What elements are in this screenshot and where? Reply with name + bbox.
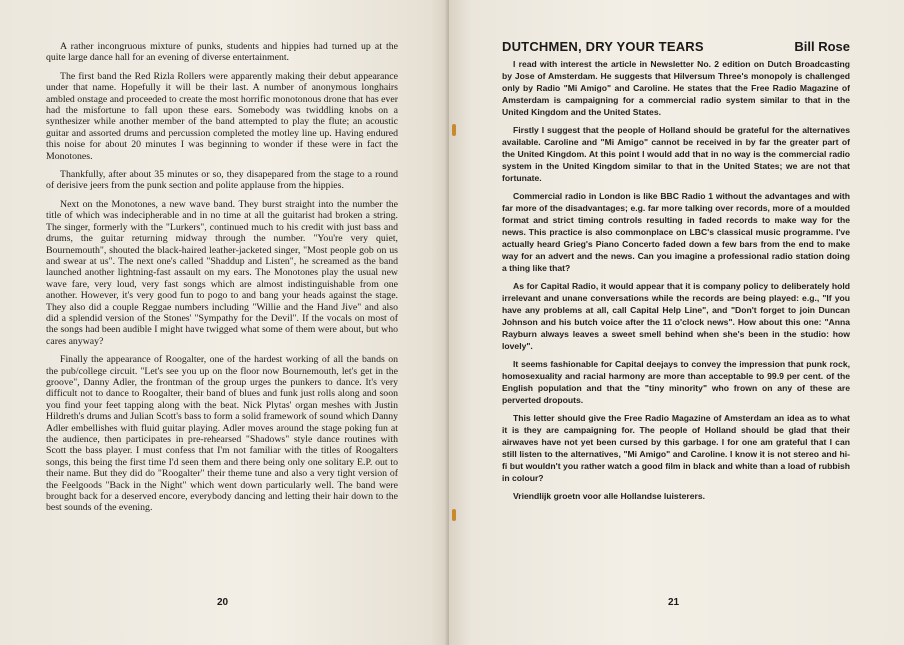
paragraph: The first band the Red Rizla Rollers were apparently making their debut appearance under that name. Hopefully it will be their last. A number of anonymous longhairs ambled onstage and proceeded to create the most horrific monotonous drone that has ever had the misfortune to fall upon these ears. Somebody was twiddling knobs on a synthesizer while another member of the band attempted to play the flute; an acoustic guitar and assorted drums and percussion completed the motley line up. Having endured this noise for about 20 minutes I was beginning to wonder if these were in fact the Monotones. bbox=[46, 70, 398, 162]
page-number-right: 21 bbox=[668, 597, 680, 608]
paragraph: A rather incongruous mixture of punks, students and hippies had turned up at the quite large dance hall for an evening of diverse entertainment. bbox=[46, 41, 398, 64]
page-number-left: 20 bbox=[217, 597, 229, 608]
article-author: Bill Rose bbox=[794, 39, 850, 54]
concert-review bbox=[46, 41, 398, 521]
paragraph: Finally the appearance of Roogalter, one of the hardest working of all the bands on the pub/college circuit. "Let's see you up on the floor now Bournemouth, let's get in the groove", Danny Adler, the frontman of the group urges the punkers to dance. It's very difficult not to dance to Roogalter, their band of blues and funk just rolls along and soon you find your feet tapping along with the beat. Nick Plytas' organ meshes with Justin Hildreth's drums and Julian Scott's bass to form a solid framework of sound which Danny Adler embellishes with fluid guitar playing. Adler moves around the stage poking fun at the audience, then participates in pre-rehearsed "Shadows" style dance routines with Scott the bass player. I must confess that I'm not familiar with the titles of Roogalters songs, this being the first time I'd seen them and there being only one solitary E.P. out to their name. But they did do "Roogalter" their theme tune and also a very tight version of the Feelgoods "Back in the Night" which went down particularly well. The band were brought back for a deserved encore, everybody dancing and letting their hair down to the best sounds of the evening. bbox=[46, 354, 398, 514]
paragraph: This letter should give the Free Radio Magazine of Amsterdam an idea as to what it is they are campaigning for. The people of Holland should be glad that their airwaves have not yet been cursed by this garbage. I for one am grateful that I can still listen to the alternatives, "Mi Amigo" and Caroline. I know it is not stereo and hi-fi but wouldn't you rather watch a good film in black and white than a load of rubbish in colour? bbox=[502, 413, 850, 483]
letter-article bbox=[502, 39, 850, 508]
paragraph: Firstly I suggest that the people of Holland should be grateful for the alternatives available. Caroline and "Mi Amigo" cannot be received in by far the greater part of the United Kingdom. At this point I would add that in no way is the commercial radio system in the United Kingdom similar to that in the United States; we are not that fortunate. bbox=[502, 125, 850, 183]
closing-line: Vriendlijk groetn voor alle Hollandse luisterers. bbox=[513, 491, 705, 501]
staple-mark bbox=[452, 124, 456, 136]
paragraph: Next on the Monotones, a new wave band. They burst straight into the number the title of which was indecipherable and in no time at all the guitarist had broken a string. The singer, formerly with the "Lurkers", continued much to his credit with just bass and drums, the guitar returning midway through the number. "You're very quiet, Bournemouth", shouted the black-haired leather-jacketed singer, "Most people gob on us and swear at us". The next one's called "Shaddup and Listen", he screamed as the band launched another lightning-fast assault on my ears. The Monotones play the usual new wave fare, very loud, very fast songs which are almost indistinguishable from one another. However, it's very good fun to pogo to and bang your heads against the stage. They also did a couple Reggae numbers including "Willie and the Hand Jive" and also did a splendid version of the Stones' "Sympathy for the Devil". If the vocals on most of the songs had been audible I might have twigged what some of them were about, but who cares anyway? bbox=[46, 198, 398, 347]
paragraph: I read with interest the article in Newsletter No. 2 edition on Dutch Broadcasting by Jose of Amsterdam. He suggests that Hilversum Three's monopoly is challenged only by Radio "Mi Amigo" and Caroline. He states that the Free Radio Magazine of Amsterdam is campaigning for a commercial radio system similar to that in the United Kingdom and the United States. bbox=[502, 59, 850, 117]
article-title: DUTCHMEN, DRY YOUR TEARS bbox=[502, 39, 704, 54]
left-page bbox=[0, 0, 448, 645]
paragraph: It seems fashionable for Capital deejays to convey the impression that punk rock, homosexuality and racial harmony are more than acceptable to 99.9 per cent. of the English population and that the "tiny minority" who frown on any of these are perverted dropouts. bbox=[502, 359, 850, 405]
staple-mark bbox=[452, 509, 456, 521]
paragraph: Thankfully, after about 35 minutes or so, they disapepared from the stage to a round of derisive jeers from the punk section and polite applause from the hippies. bbox=[46, 169, 398, 192]
paragraph: Commercial radio in London is like BBC Radio 1 without the advantages and with far more of the disadvantages; e.g. far more talking over records, more of a moulded format and strict timing controls resulting in faded records to make way for the news. This practice is also commonplace on LBC's classical music programme. I've actually heard Grieg's Piano Concerto faded down a few bars from the end to make way for an advert and the news. Can you imagine a professional radio station doing a thing like that? bbox=[502, 191, 850, 273]
article-header bbox=[502, 39, 850, 54]
paragraph: As for Capital Radio, it would appear that it is company policy to deliberately hold irrelevant and unane conversations while the records are being played: e.g., "If you have any problems at all, call Capital Help Line", and "Don't forget to join Duncan Johnson and his butch voice after the 11 o'clock news". How about this one: "Anna Rayburn always leaves a sweet smell behind when she's been in the studio: how lovely". bbox=[502, 281, 850, 351]
